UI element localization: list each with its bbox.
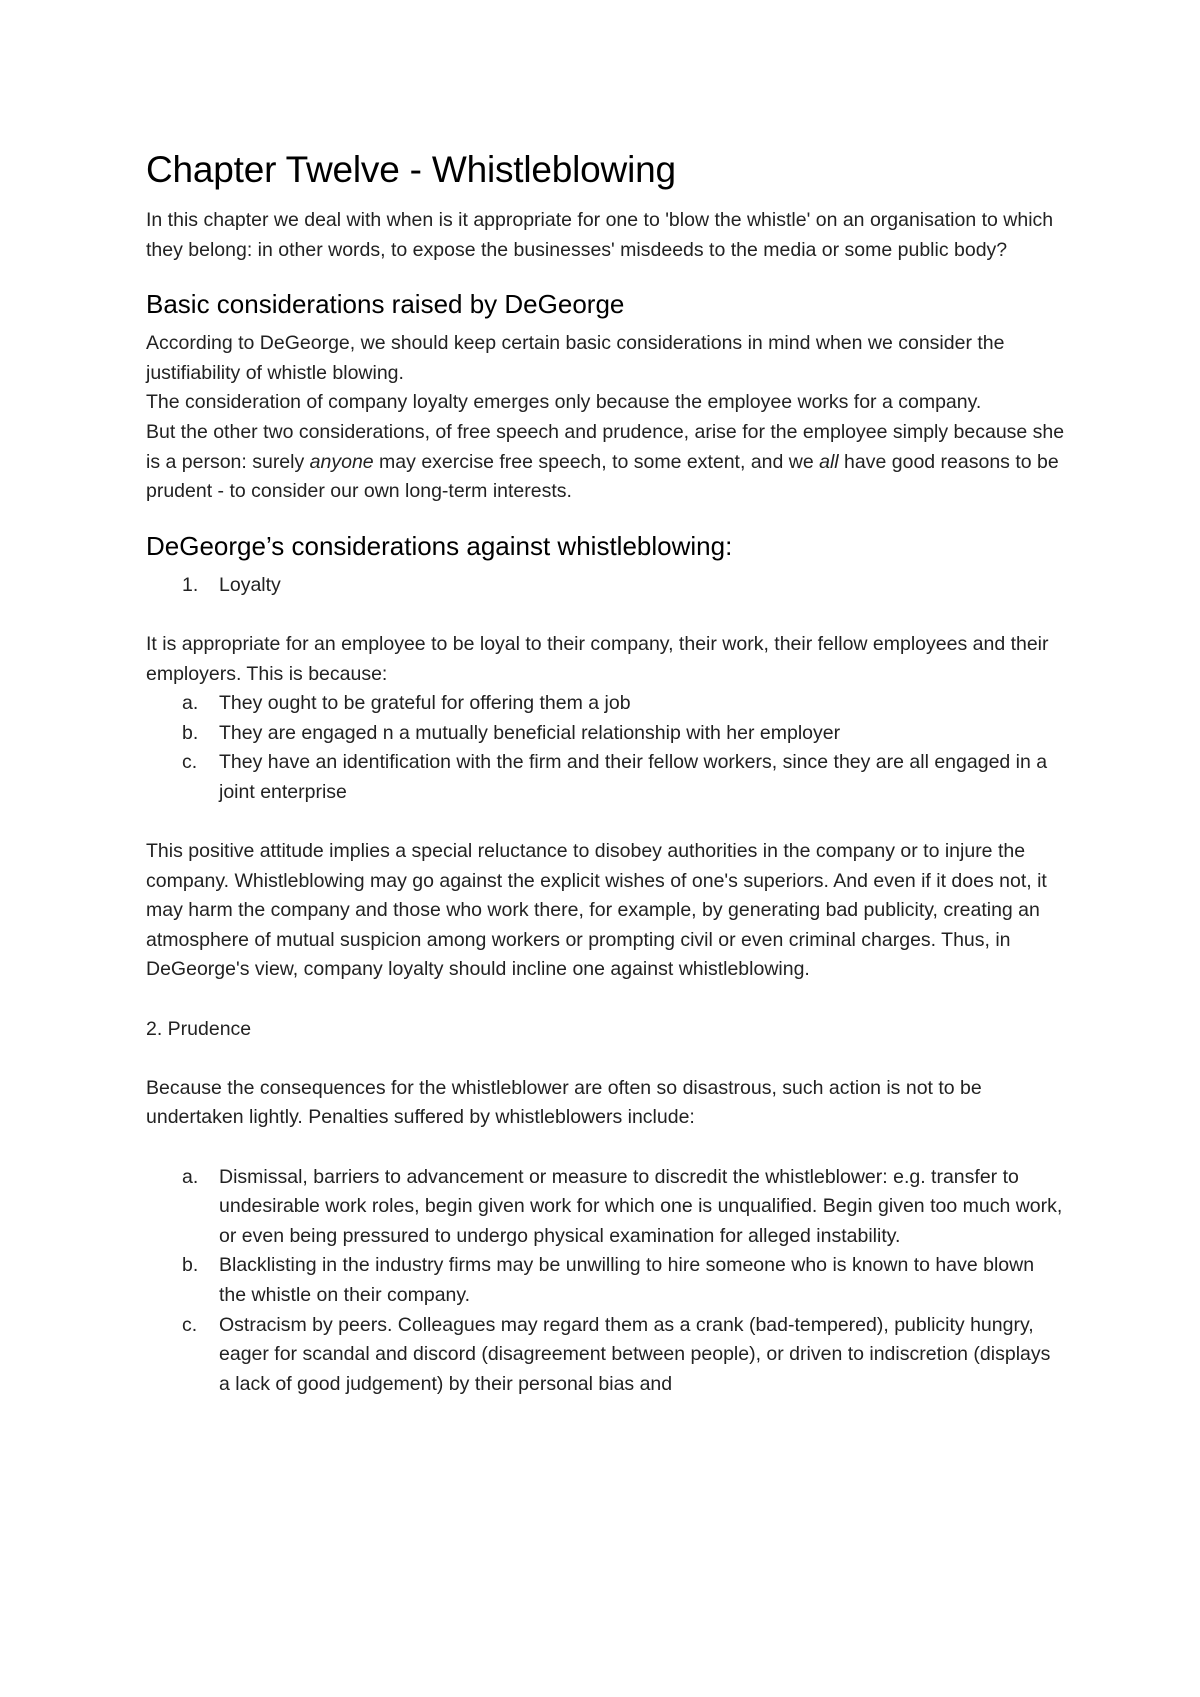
attitude-paragraph: This positive attitude implies a special reluctance to disobey authorities in the company or to injure the company. Whistleblowing may go against the explicit wishes of one's superiors. And even if it does not, it may harm the company and those who work there, for example, by generating bad publicity, creating an atmosphere of mutual suspicion among workers or prompting civil or even criminal charges. Thus, in DeGeorge's view, company loyalty should incline one against whistleblowing. [146, 840, 1047, 981]
document-page [146, 146, 1066, 1399]
intro-paragraph: In this chapter we deal with when is it appropriate for one to 'blow the whistle' on an organisation to which they belong: in other words, to expose the businesses' misdeeds to the media or some public body? [146, 209, 1054, 261]
list-marker: b. [182, 721, 199, 744]
list-item-text: They are engaged n a mutually beneficial relationship with her employer [219, 721, 841, 744]
emphasis-all: all [819, 450, 839, 473]
list-marker: a. [182, 1165, 199, 1188]
considerations-list [146, 571, 1066, 601]
list-item-text: They ought to be grateful for offering them a job [219, 692, 631, 715]
list-marker: c. [182, 1313, 198, 1336]
list-item [146, 748, 1066, 807]
list-marker: b. [182, 1254, 199, 1277]
list-item-loyalty [146, 571, 1066, 601]
section-heading-against-whistleblowing: DeGeorge’s considerations against whistleblowing: [146, 530, 733, 561]
list-item-text: They have an identification with the firm and their fellow workers, since they are all engaged in a joint enterprise [219, 751, 1048, 803]
prudence-paragraph: Because the consequences for the whistleblower are often so disastrous, such action is not to be undertaken lightly. Penalties suffered by whistleblowers include: [146, 1076, 982, 1129]
section-heading-basic-considerations: Basic considerations raised by DeGeorge [146, 289, 625, 320]
list-item [146, 1251, 1066, 1310]
page-title: Chapter Twelve - Whistleblowing [146, 149, 676, 190]
list-item [146, 689, 1066, 719]
loyalty-paragraph: It is appropriate for an employee to be loyal to their company, their work, their fellow employees and their employers. This is because: [146, 632, 1049, 685]
penalties-list [146, 1163, 1066, 1400]
paragraph-basic-3 [146, 418, 1066, 507]
paragraph-basic-3-part-c: have good reasons to be prudent - to consider our own long-term interests. [146, 450, 1059, 503]
prudence-label: 2. Prudence [146, 1017, 252, 1040]
list-marker: a. [182, 692, 199, 715]
list-item-text: Dismissal, barriers to advancement or measure to discredit the whistleblower: e.g. transfer to undesirable work roles, begin given work for which one is unqualified. Begin given too much work, or even being pressured to undergo physical examination for alleged instability. [219, 1165, 1063, 1247]
list-item [146, 719, 1066, 749]
loyalty-reasons-list [146, 689, 1066, 807]
list-marker: c. [182, 751, 198, 774]
list-marker: 1. [182, 573, 199, 596]
paragraph-basic-3-part-b: may exercise free speech, to some extent, and we [373, 450, 820, 473]
list-item-label: Loyalty [219, 573, 281, 596]
paragraph-basic-1: According to DeGeorge, we should keep certain basic considerations in mind when we consider the justifiability of whistle blowing. [146, 332, 1005, 384]
list-item-text: Ostracism by peers. Colleagues may regard them as a crank (bad-tempered), publicity hungry, eager for scandal and discord (disagreement between people), or driven to indiscretion (displays a lack of good judgement) by their personal bias and [219, 1313, 1051, 1395]
list-item-text: Blacklisting in the industry firms may be unwilling to hire someone who is known to have blown the whistle on their company. [219, 1254, 1035, 1306]
list-item [146, 1311, 1066, 1400]
paragraph-basic-2: The consideration of company loyalty emerges only because the employee works for a company. [146, 391, 982, 414]
paragraph-basic-3-part-a: But the other two considerations, of free speech and prudence, arise for the employee simply because she is a person: surely [146, 420, 1065, 473]
list-item [146, 1163, 1066, 1252]
emphasis-anyone: anyone [309, 450, 374, 473]
